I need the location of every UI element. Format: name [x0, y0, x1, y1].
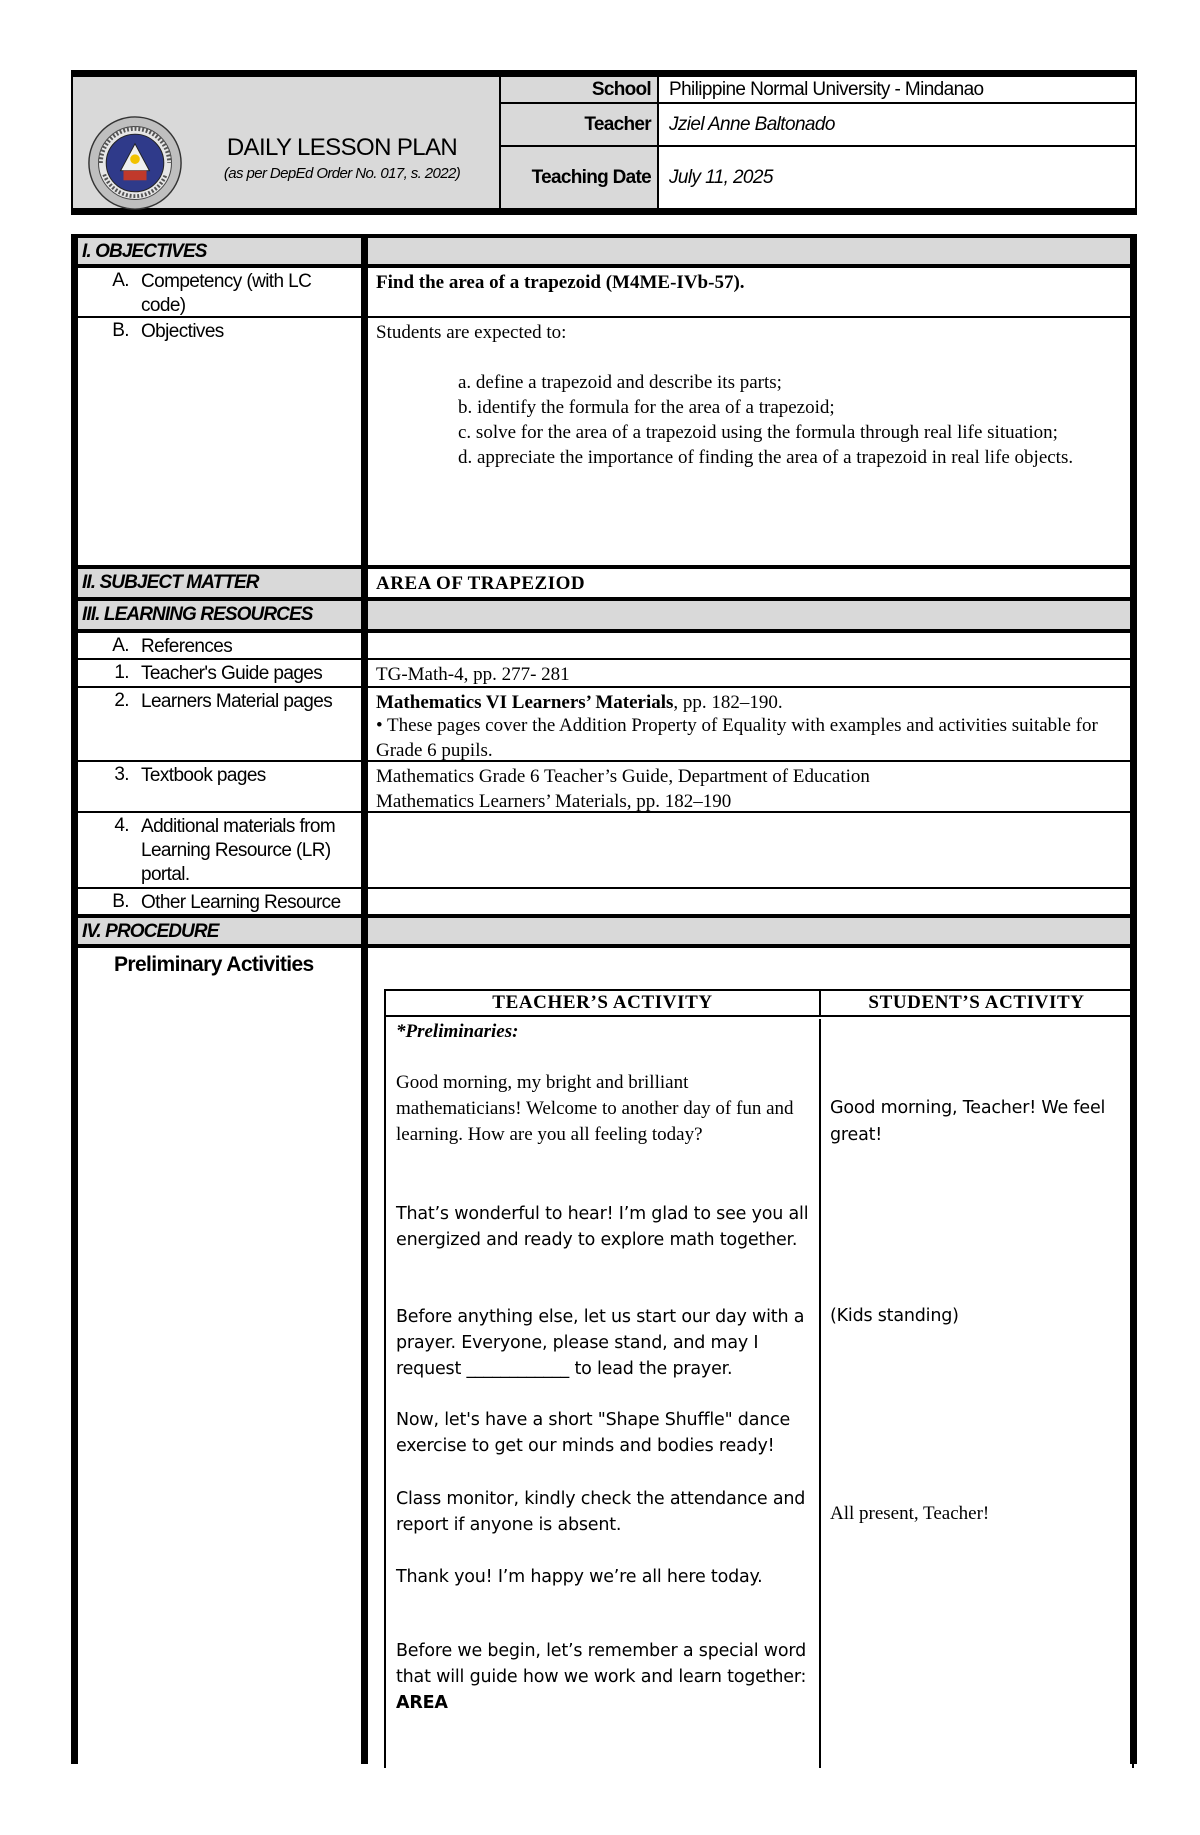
competency-value: Find the area of a trapezoid (M4ME-IVb-57).	[376, 272, 745, 293]
teachers-guide-value: TG-Math-4, pp. 277- 281	[376, 664, 570, 685]
other-resource-marker: B.	[112, 891, 129, 912]
activity-table-header	[386, 991, 1132, 1017]
subject-matter-title: II. SUBJECT MATTER	[82, 572, 259, 593]
additional-materials-label: Additional materials from Learning Resource (LR) portal.	[141, 816, 336, 885]
date-value: July 11, 2025	[669, 166, 773, 188]
subject-matter-row	[78, 569, 1130, 601]
learners-material-label: Learners Material pages	[141, 691, 333, 712]
textbook-line-2: Mathematics Learners’ Materials, pp. 182–190	[376, 791, 732, 812]
student-greeting: Good morning, Teacher! We feel great!	[830, 1098, 1106, 1145]
teacher-attendance: Class monitor, kindly check the attendance and report if anyone is absent.	[396, 1489, 806, 1535]
learners-material-pages: , pp. 182–190.	[673, 692, 783, 713]
objectives-section-cell	[78, 238, 368, 264]
additional-materials-value-cell	[368, 813, 1130, 887]
objective-item: b. identify the formula for the area of a trapezoid;	[458, 397, 835, 418]
references-label-cell	[78, 633, 368, 658]
resources-section-row	[78, 601, 1130, 633]
other-resource-value-cell	[368, 889, 1130, 914]
competency-marker: A.	[112, 270, 129, 291]
procedure-section-row	[78, 918, 1130, 948]
learners-material-value-cell	[368, 688, 1130, 760]
objectives-section-blank	[368, 238, 1130, 264]
competency-label-cell	[78, 268, 368, 316]
textbook-label: Textbook pages	[141, 765, 266, 786]
teachers-guide-marker: 1.	[114, 662, 129, 683]
textbook-value-cell	[368, 762, 1130, 811]
objectives-list	[458, 370, 1098, 470]
teacher-row	[501, 104, 1135, 147]
objective-item: a. define a trapezoid and describe its parts;	[458, 372, 782, 393]
page-subtitle: (as per DepEd Order No. 017, s. 2022)	[223, 165, 461, 182]
competency-value-cell	[368, 268, 1130, 316]
date-label: Teaching Date	[501, 147, 659, 208]
date-row	[501, 147, 1135, 208]
resources-section-cell	[78, 601, 368, 629]
teachers-guide-value-cell	[368, 660, 1130, 686]
competency-label: Competency (with LC code)	[141, 271, 312, 316]
objectives-value-cell	[368, 318, 1130, 565]
teacher-activity-header: TEACHER’S ACTIVITY	[386, 991, 821, 1015]
teachers-guide-item	[78, 662, 356, 686]
additional-materials-row	[78, 813, 1130, 889]
competency-row	[78, 268, 1130, 318]
teacher-prayer: Before anything else, let us start our day with a prayer. Everyone, please stand, and may I request ____________ to lead the prayer.	[396, 1307, 805, 1379]
textbook-marker: 3.	[114, 764, 129, 785]
references-marker: A.	[112, 635, 129, 656]
objective-item: c. solve for the area of a trapezoid using the formula through real life situation;	[458, 422, 1058, 443]
textbook-item	[78, 764, 356, 788]
header-title-panel	[73, 77, 501, 208]
title-block	[183, 134, 501, 182]
activity-table	[384, 989, 1134, 1768]
learners-material-value	[368, 688, 1130, 715]
references-item	[78, 635, 356, 659]
lesson-plan-header	[71, 70, 1137, 215]
objectives-section-row	[78, 238, 1130, 268]
textbook-line-1: Mathematics Grade 6 Teacher’s Guide, Department of Education	[376, 766, 870, 787]
student-standing: (Kids standing)	[830, 1306, 959, 1326]
procedure-section-title: IV. PROCEDURE	[82, 921, 219, 942]
references-label: References	[141, 636, 233, 657]
teacher-response: That’s wonderful to hear! I’m glad to see you all energized and ready to explore math together.	[396, 1204, 809, 1250]
teacher-keyword: AREA	[396, 1693, 448, 1713]
objectives-label: Objectives	[141, 321, 224, 342]
teacher-thanks: Thank you! I’m happy we’re all here today.	[396, 1567, 763, 1587]
other-resource-item	[78, 891, 356, 915]
procedure-section-blank	[368, 918, 1130, 944]
learners-material-item	[78, 690, 356, 714]
page-title: DAILY LESSON PLAN	[226, 134, 458, 161]
other-resource-label-cell	[78, 889, 368, 914]
procedure-label-cell	[78, 948, 368, 1764]
other-resource-label: Other Learning Resource	[141, 892, 341, 913]
objective-item: d. appreciate the importance of finding the area of a trapezoid in real life objects.	[458, 447, 1074, 468]
resources-section-blank	[368, 601, 1130, 629]
teachers-guide-label: Teacher's Guide pages	[141, 663, 323, 684]
references-row	[78, 633, 1130, 660]
teachers-guide-label-cell	[78, 660, 368, 686]
learners-material-title: Mathematics VI Learners’ Materials	[376, 692, 674, 713]
school-value: Philippine Normal University - Mindanao	[669, 78, 984, 100]
competency-item	[78, 270, 356, 318]
learners-material-marker: 2.	[114, 690, 129, 711]
preliminaries-title: *Preliminaries:	[396, 1021, 519, 1042]
subject-matter-label-cell	[78, 569, 368, 597]
teacher-special-word	[396, 1638, 811, 1716]
subject-matter-value: AREA OF TRAPEZIOD	[376, 573, 586, 594]
learners-material-label-cell	[78, 688, 368, 760]
teacher-greeting: Good morning, my bright and brilliant mathematicians! Welcome to another day of fun and learning. How are you all feeling today?	[396, 1072, 794, 1145]
textbook-label-cell	[78, 762, 368, 811]
school-row	[501, 77, 1135, 104]
teacher-special-word-text: Before we begin, let’s remember a special word that will guide how we work and learn together:	[396, 1641, 807, 1687]
lesson-plan-table	[71, 234, 1137, 1764]
objectives-section-title: I. OBJECTIVES	[82, 241, 207, 262]
teacher-exercise: Now, let's have a short "Shape Shuffle" dance exercise to get our minds and bodies ready!	[396, 1410, 791, 1456]
objectives-row	[78, 318, 1130, 569]
student-activity-header: STUDENT’S ACTIVITY	[868, 992, 1085, 1013]
header-info	[501, 77, 1135, 208]
objectives-item	[78, 320, 356, 344]
additional-materials-item	[78, 815, 356, 887]
subject-matter-value-cell	[368, 569, 1130, 597]
student-attendance: All present, Teacher!	[830, 1503, 990, 1524]
additional-materials-label-cell	[78, 813, 368, 887]
textbook-row	[78, 762, 1130, 813]
preliminary-activities-label: Preliminary Activities	[114, 953, 314, 976]
objectives-marker: B.	[112, 320, 129, 341]
learners-material-note: • These pages cover the Addition Property of Equality with examples and activities suitable for Grade 6 pupils.	[376, 715, 1098, 761]
column-divider	[819, 1019, 821, 1768]
procedure-section-cell	[78, 918, 368, 944]
teachers-guide-row	[78, 660, 1130, 688]
objectives-intro: Students are expected to:	[376, 322, 567, 343]
other-resource-row	[78, 889, 1130, 918]
learners-material-row	[78, 688, 1130, 762]
teacher-label: Teacher	[501, 104, 659, 145]
teacher-value: Jziel Anne Baltonado	[669, 113, 835, 135]
activity-table-body	[386, 1019, 1132, 1768]
resources-section-title: III. LEARNING RESOURCES	[82, 604, 313, 625]
school-label: School	[501, 77, 659, 102]
objectives-label-cell	[78, 318, 368, 565]
deped-seal-icon	[87, 115, 183, 211]
additional-materials-marker: 4.	[114, 815, 129, 836]
references-value-cell	[368, 633, 1130, 658]
